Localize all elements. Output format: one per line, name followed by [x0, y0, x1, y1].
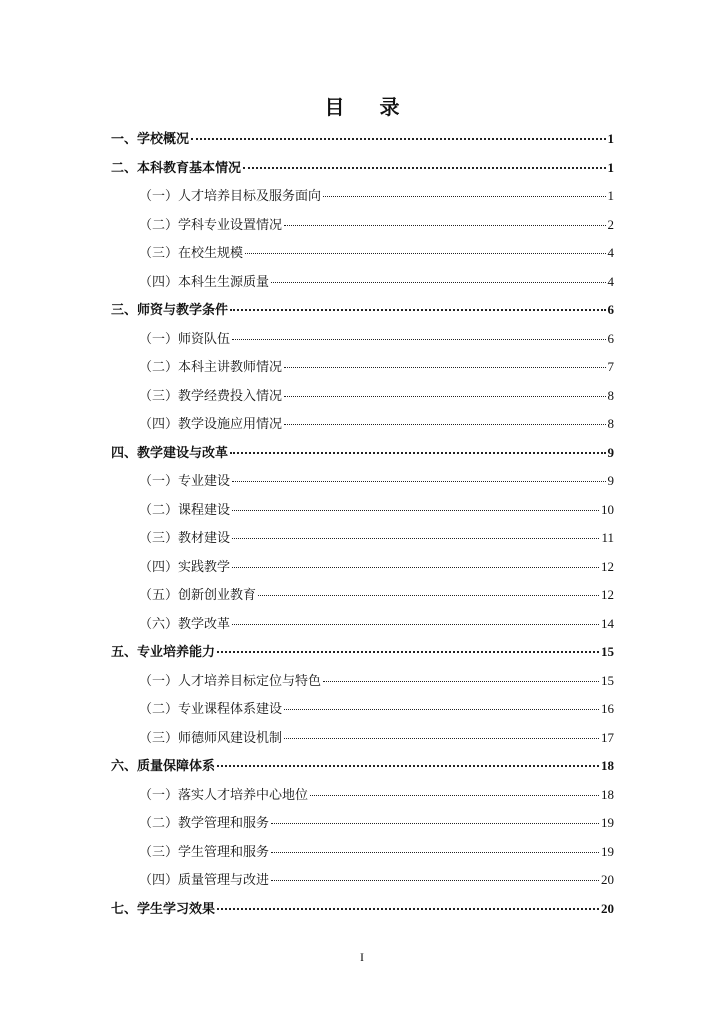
- toc-dot-leader: [232, 566, 599, 568]
- toc-entry-label: （二）专业课程体系建设: [139, 702, 283, 717]
- toc-dot-leader: [232, 537, 599, 539]
- toc-section-entry[interactable]: [111, 496, 614, 525]
- toc-entry-label: 六、质量保障体系: [111, 759, 216, 774]
- toc-entry-label: （二）本科主讲教师情况: [139, 360, 283, 375]
- toc-section-entry[interactable]: [111, 581, 614, 610]
- toc-entry-label: （三）师德师风建设机制: [139, 730, 283, 746]
- toc-chapter-entry[interactable]: [111, 752, 614, 781]
- toc-section-entry[interactable]: [111, 410, 614, 439]
- toc-entry-page-number: 12: [601, 558, 614, 574]
- toc-entry-page-number: 16: [601, 701, 614, 716]
- toc-entry-page-number: 11: [601, 530, 614, 545]
- toc-entry-label: （四）质量管理与改进: [139, 873, 270, 888]
- toc-entry-label: （四）实践教学: [139, 559, 231, 575]
- toc-entry-label: （二）学科专业设置情况: [139, 217, 283, 233]
- toc-dot-leader: [284, 395, 605, 397]
- toc-entry-page-number: 18: [601, 786, 614, 802]
- toc-dot-leader: [230, 308, 605, 311]
- toc-chapter-entry[interactable]: [111, 439, 614, 468]
- toc-entry-page-number: 1: [607, 131, 614, 146]
- toc-entry-page-number: 7: [607, 359, 614, 374]
- toc-entry-page-number: 12: [601, 587, 614, 602]
- toc-section-entry[interactable]: [111, 211, 614, 240]
- toc-entry-page-number: 6: [607, 330, 614, 346]
- toc-section-entry[interactable]: [111, 781, 614, 810]
- toc-entry-label: （一）人才培养目标定位与特色: [139, 673, 322, 689]
- toc-dot-leader: [284, 366, 605, 368]
- toc-entry-label: （二）课程建设: [139, 502, 231, 518]
- toc-entry-label: 二、本科教育基本情况: [111, 160, 242, 176]
- toc-section-entry[interactable]: [111, 353, 614, 382]
- toc-section-entry[interactable]: [111, 866, 614, 895]
- toc-entry-label: （四）本科生生源质量: [139, 274, 270, 290]
- toc-section-entry[interactable]: [111, 524, 614, 553]
- toc-chapter-entry[interactable]: [111, 638, 614, 667]
- toc-entry-page-number: 2: [607, 216, 614, 232]
- toc-entry-page-number: 15: [601, 672, 614, 688]
- toc-dot-leader: [271, 879, 599, 881]
- toc-entry-label: （三）在校生规模: [139, 246, 244, 261]
- toc-section-entry[interactable]: [111, 695, 614, 724]
- toc-dot-leader: [310, 794, 599, 796]
- toc-entry-page-number: 9: [607, 473, 614, 488]
- toc-section-entry[interactable]: [111, 239, 614, 268]
- table-of-contents: [111, 125, 614, 923]
- toc-dot-leader: [284, 423, 605, 425]
- toc-entry-label: 四、教学建设与改革: [111, 445, 229, 461]
- toc-entry-label: （三）学生管理和服务: [139, 844, 270, 860]
- toc-entry-page-number: 15: [601, 644, 614, 659]
- toc-dot-leader: [191, 137, 605, 140]
- toc-section-entry[interactable]: [111, 667, 614, 696]
- toc-entry-page-number: 8: [607, 416, 614, 431]
- page-title: 目 录: [324, 95, 414, 119]
- toc-dot-leader: [271, 822, 599, 824]
- toc-entry-label: 五、专业培养能力: [111, 645, 216, 660]
- toc-chapter-entry[interactable]: [111, 296, 614, 325]
- toc-chapter-entry[interactable]: [111, 125, 614, 154]
- toc-dot-leader: [232, 509, 599, 511]
- toc-section-entry[interactable]: [111, 182, 614, 211]
- toc-dot-leader: [232, 338, 605, 340]
- toc-entry-label: （一）落实人才培养中心地位: [139, 787, 309, 803]
- toc-entry-page-number: 4: [607, 273, 614, 289]
- toc-section-entry[interactable]: [111, 325, 614, 354]
- toc-dot-leader: [243, 166, 605, 169]
- toc-dot-leader: [217, 907, 599, 910]
- toc-dot-leader: [217, 764, 599, 767]
- toc-section-entry[interactable]: [111, 268, 614, 297]
- toc-entry-label: （三）教学经费投入情况: [139, 388, 283, 404]
- toc-entry-page-number: 6: [607, 302, 614, 317]
- toc-entry-label: 七、学生学习效果: [111, 901, 216, 917]
- toc-entry-label: 一、学校概况: [111, 132, 190, 147]
- toc-entry-label: （二）教学管理和服务: [139, 816, 270, 831]
- toc-section-entry[interactable]: [111, 553, 614, 582]
- toc-section-entry[interactable]: [111, 467, 614, 496]
- toc-dot-leader: [232, 480, 605, 482]
- toc-entry-page-number: 20: [601, 900, 614, 916]
- toc-chapter-entry[interactable]: [111, 154, 614, 183]
- toc-entry-page-number: 17: [601, 729, 614, 745]
- toc-entry-label: （三）教材建设: [139, 531, 231, 546]
- toc-entry-label: 三、师资与教学条件: [111, 303, 229, 318]
- toc-dot-leader: [258, 594, 599, 596]
- toc-entry-label: （四）教学设施应用情况: [139, 417, 283, 432]
- toc-dot-leader: [284, 708, 599, 710]
- toc-entry-page-number: 1: [607, 188, 614, 203]
- toc-dot-leader: [323, 680, 599, 682]
- toc-section-entry[interactable]: [111, 610, 614, 639]
- toc-dot-leader: [245, 252, 605, 254]
- toc-entry-page-number: 14: [601, 615, 614, 631]
- toc-dot-leader: [271, 851, 599, 853]
- toc-entry-page-number: 19: [601, 843, 614, 859]
- toc-entry-page-number: 1: [607, 159, 614, 175]
- toc-dot-leader: [230, 451, 605, 454]
- toc-section-entry[interactable]: [111, 809, 614, 838]
- toc-entry-page-number: 4: [607, 245, 614, 260]
- toc-entry-label: （一）人才培养目标及服务面向: [139, 189, 322, 204]
- toc-entry-label: （六）教学改革: [139, 616, 231, 632]
- toc-entry-page-number: 18: [601, 758, 614, 773]
- toc-dot-leader: [284, 737, 599, 739]
- toc-entry-page-number: 20: [601, 872, 614, 887]
- toc-dot-leader: [217, 650, 599, 653]
- toc-entry-label: （一）专业建设: [139, 474, 231, 489]
- toc-entry-page-number: 9: [607, 444, 614, 460]
- toc-section-entry[interactable]: [111, 382, 614, 411]
- toc-entry-label: （五）创新创业教育: [139, 588, 257, 603]
- toc-entry-label: （一）师资队伍: [139, 331, 231, 347]
- toc-dot-leader: [323, 195, 605, 197]
- footer-page-number: I: [360, 950, 364, 964]
- toc-entry-page-number: 8: [607, 387, 614, 403]
- toc-entry-page-number: 10: [601, 501, 614, 517]
- toc-dot-leader: [232, 623, 599, 625]
- toc-dot-leader: [271, 281, 605, 283]
- toc-section-entry[interactable]: [111, 838, 614, 867]
- toc-entry-page-number: 19: [601, 815, 614, 830]
- toc-dot-leader: [284, 224, 605, 226]
- toc-section-entry[interactable]: [111, 724, 614, 753]
- toc-chapter-entry[interactable]: [111, 895, 614, 924]
